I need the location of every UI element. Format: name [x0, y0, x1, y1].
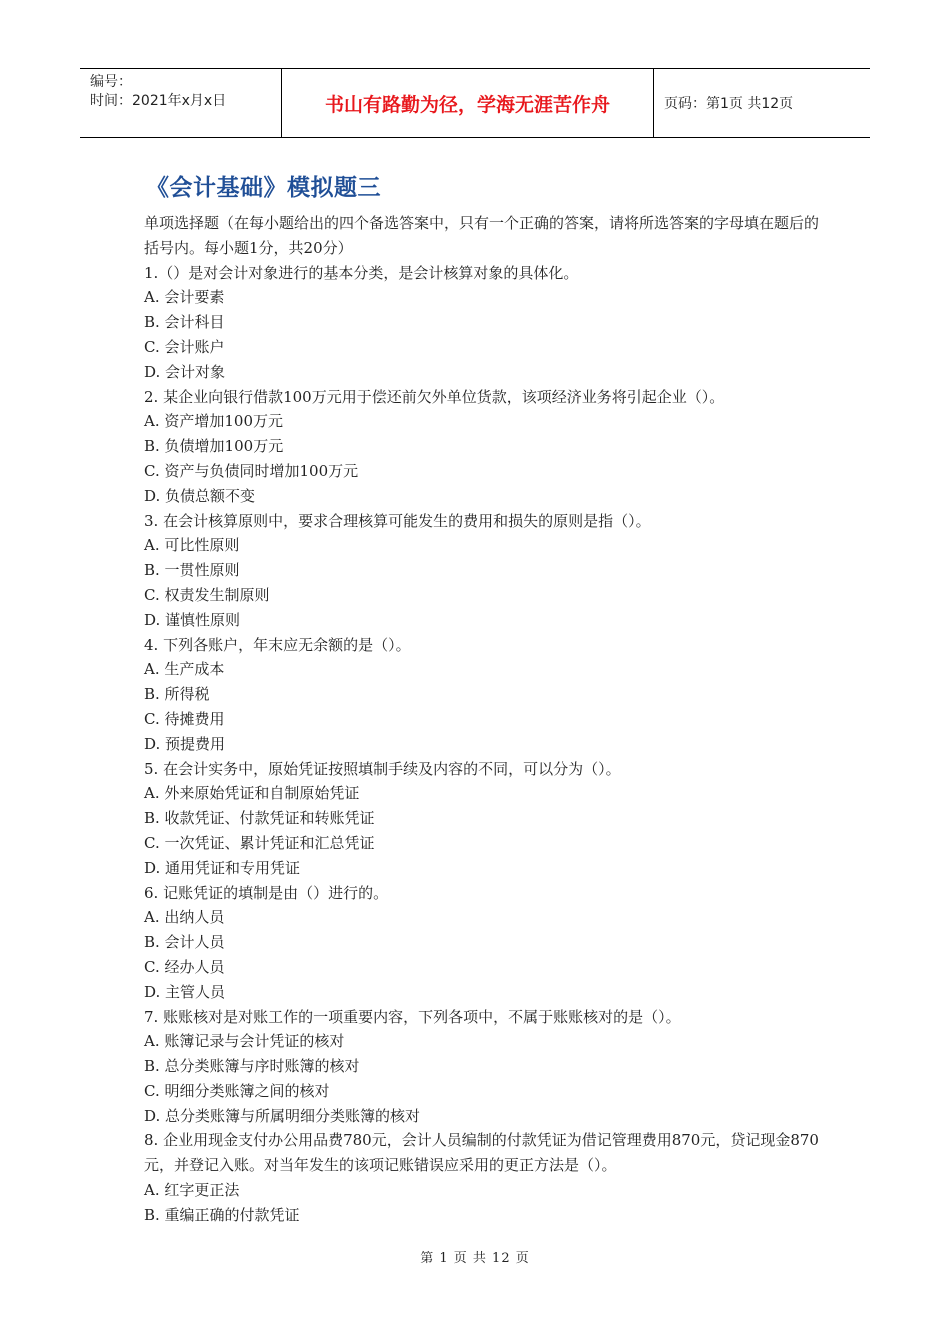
- option-line: B. 收款凭证、付款凭证和转账凭证: [144, 809, 375, 828]
- option-line: C. 经办人员: [144, 957, 225, 976]
- number-label: 编号：: [90, 74, 132, 90]
- header-left-cell: [80, 69, 282, 137]
- option-line: C. 权责发生制原则: [144, 585, 270, 604]
- time-label: 时间：2021年x月x日: [90, 93, 227, 109]
- option-line: A. 资产增加100万元: [144, 412, 283, 431]
- document-title: 《会计基础》模拟题三: [146, 175, 381, 201]
- option-line: A. 会计要素: [144, 288, 225, 307]
- option-line: D. 总分类账簿与所属明细分类账簿的核对: [144, 1106, 421, 1125]
- option-line: C. 会计账户: [144, 337, 225, 356]
- option-line: D. 预提费用: [144, 734, 226, 753]
- motto-text: 书山有路勤为径，学海无涯苦作舟: [324, 93, 610, 116]
- option-line: B. 负债增加100万元: [144, 437, 284, 456]
- question-lines: [144, 261, 820, 1228]
- option-line: D. 会计对象: [144, 362, 226, 381]
- option-line: B. 一贯性原则: [144, 561, 240, 580]
- header-table: [80, 68, 870, 138]
- question-content: [144, 211, 820, 1228]
- option-line: A. 可比性原则: [144, 536, 240, 555]
- motto-cell: [282, 69, 654, 137]
- page-info-cell: [654, 69, 870, 137]
- option-line: A. 生产成本: [144, 660, 225, 679]
- question-line: 7. 账账核对是对账工作的一项重要内容，下列各项中，不属于账账核对的是（）。: [144, 1007, 681, 1026]
- option-line: B. 所得税: [144, 685, 210, 704]
- page-footer: 第 1 页 共 12 页: [420, 1251, 530, 1266]
- section-intro: 单项选择题（在每小题给出的四个备选答案中，只有一个正确的答案，请将所选答案的字母填在题后的括号内。每小题1分，共20分）: [144, 214, 820, 257]
- page-info: 页码：第1页 共12页: [664, 96, 794, 112]
- option-line: A. 出纳人员: [144, 908, 225, 927]
- option-line: B. 总分类账簿与序时账簿的核对: [144, 1057, 360, 1076]
- question-line: 1.（）是对会计对象进行的基本分类，是会计核算对象的具体化。: [144, 263, 579, 282]
- option-line: C. 明细分类账簿之间的核对: [144, 1081, 330, 1100]
- option-line: C. 待摊费用: [144, 709, 225, 728]
- option-line: B. 会计人员: [144, 933, 225, 952]
- option-line: D. 负债总额不变: [144, 486, 256, 505]
- question-line: 3. 在会计核算原则中，要求合理核算可能发生的费用和损失的原则是指（）。: [144, 511, 651, 530]
- option-line: C. 一次凭证、累计凭证和汇总凭证: [144, 833, 375, 852]
- option-line: A. 外来原始凭证和自制原始凭证: [144, 784, 360, 803]
- option-line: A. 红字更正法: [144, 1181, 240, 1200]
- question-line: 4. 下列各账户，年末应无余额的是（）。: [144, 635, 411, 654]
- option-line: B. 重编正确的付款凭证: [144, 1205, 300, 1224]
- option-line: D. 通用凭证和专用凭证: [144, 858, 301, 877]
- question-line: 5. 在会计实务中，原始凭证按照填制手续及内容的不同，可以分为（）。: [144, 759, 621, 778]
- option-line: C. 资产与负债同时增加100万元: [144, 461, 359, 480]
- option-line: A. 账簿记录与会计凭证的核对: [144, 1032, 345, 1051]
- question-line: 6. 记账凭证的填制是由（）进行的。: [144, 883, 389, 902]
- option-line: D. 谨慎性原则: [144, 610, 241, 629]
- question-line: 2. 某企业向银行借款100万元用于偿还前欠外单位货款，该项经济业务将引起企业（）。: [144, 387, 725, 406]
- question-line: 8. 企业用现金支付办公用品费780元，会计人员编制的付款凭证为借记管理费用870元，贷记现金870元，并登记入账。对当年发生的该项记账错误应采用的更正方法是（）。: [144, 1131, 819, 1175]
- option-line: D. 主管人员: [144, 982, 226, 1001]
- option-line: B. 会计科目: [144, 313, 225, 332]
